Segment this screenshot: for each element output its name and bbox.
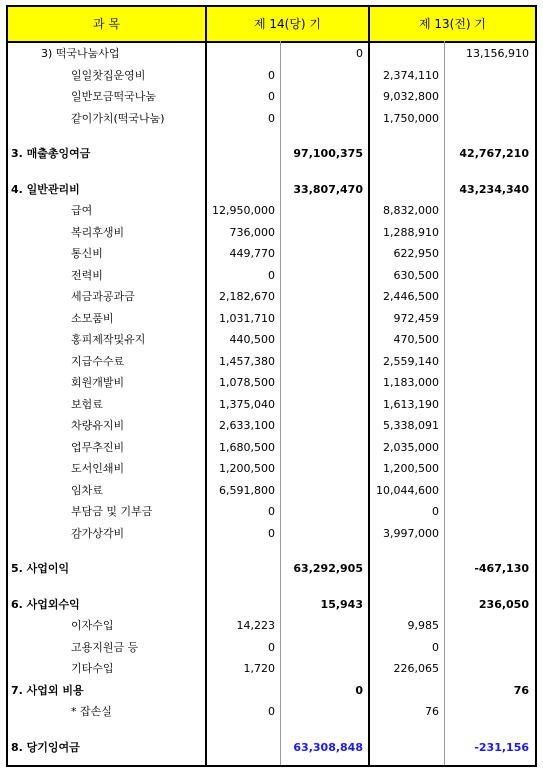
table-row bbox=[8, 143, 535, 164]
table-row bbox=[8, 286, 535, 307]
table-row bbox=[8, 179, 535, 200]
account-name: 급여 bbox=[71, 204, 93, 217]
current-detail-amount: 0 bbox=[268, 640, 275, 654]
current-detail-amount bbox=[207, 179, 275, 200]
financial-statement-table bbox=[6, 5, 537, 767]
current-total-amount bbox=[282, 658, 363, 679]
table-row bbox=[8, 265, 535, 286]
current-detail-amount: 2,182,670 bbox=[219, 290, 275, 303]
current-total-amount: 97,100,375 bbox=[293, 147, 363, 160]
previous-detail-amount: 0 bbox=[432, 640, 439, 654]
table-row bbox=[8, 86, 535, 107]
table-row bbox=[8, 480, 535, 501]
previous-total-amount: -467,130 bbox=[474, 562, 529, 575]
current-total-amount bbox=[282, 394, 363, 415]
current-total-amount bbox=[282, 637, 363, 658]
previous-detail-amount: 1,200,500 bbox=[383, 462, 439, 475]
previous-total-amount bbox=[446, 308, 529, 329]
table-row bbox=[8, 523, 535, 544]
previous-total-amount bbox=[446, 65, 529, 86]
current-detail-amount bbox=[207, 737, 275, 758]
current-total-amount bbox=[282, 458, 363, 479]
table-row bbox=[8, 200, 535, 221]
current-detail-amount bbox=[207, 680, 275, 701]
current-total-amount: 15,943 bbox=[320, 597, 363, 611]
current-total-amount bbox=[282, 243, 363, 264]
current-detail-amount: 0 bbox=[268, 111, 275, 125]
table-row bbox=[8, 615, 535, 636]
account-name: 3) 떡국나눔사업 bbox=[41, 47, 120, 60]
account-name: 6. 사업외수익 bbox=[11, 597, 80, 611]
previous-detail-amount: 1,750,000 bbox=[383, 111, 439, 125]
current-detail-amount: 0 bbox=[268, 526, 275, 540]
current-detail-amount: 6,591,800 bbox=[219, 483, 275, 497]
current-detail-amount: 0 bbox=[268, 505, 275, 518]
previous-total-amount bbox=[446, 222, 529, 243]
current-total-amount: 33,807,470 bbox=[293, 182, 363, 196]
header-current-period: 제 14(당) 기 bbox=[253, 17, 322, 31]
account-name: 고용지원금 등 bbox=[71, 640, 139, 654]
account-name: 복리후생비 bbox=[71, 225, 125, 239]
table-row bbox=[8, 594, 535, 615]
previous-total-amount bbox=[446, 658, 529, 679]
header-subject: 과 목 bbox=[93, 17, 120, 31]
current-detail-amount: 736,000 bbox=[229, 225, 275, 239]
table-row bbox=[8, 108, 535, 129]
current-detail-amount bbox=[207, 558, 275, 579]
current-total-amount: 63,308,848 bbox=[293, 740, 363, 754]
table-row bbox=[8, 737, 535, 758]
account-name: 감가상각비 bbox=[71, 526, 125, 540]
previous-total-amount bbox=[446, 351, 529, 372]
previous-detail-amount: 2,374,110 bbox=[383, 68, 439, 82]
previous-total-amount bbox=[446, 394, 529, 415]
table-row bbox=[8, 680, 535, 701]
table-header bbox=[8, 7, 535, 43]
previous-total-amount bbox=[446, 108, 529, 129]
account-name: 세금과공과금 bbox=[71, 290, 135, 303]
account-name: 일반모금떡국나눔 bbox=[71, 90, 157, 103]
current-detail-amount: 1,720 bbox=[243, 662, 275, 675]
account-name: 이자수입 bbox=[71, 619, 114, 632]
table-row bbox=[8, 437, 535, 458]
previous-detail-amount bbox=[370, 179, 439, 200]
previous-detail-amount: 9,985 bbox=[407, 619, 439, 632]
current-total-amount bbox=[282, 222, 363, 243]
account-name: 일일찻집운영비 bbox=[71, 68, 146, 82]
previous-detail-amount bbox=[370, 143, 439, 164]
current-detail-amount: 1,031,710 bbox=[219, 311, 275, 325]
previous-total-amount bbox=[446, 415, 529, 436]
current-detail-amount: 14,223 bbox=[236, 619, 275, 632]
current-detail-amount bbox=[207, 143, 275, 164]
table-row bbox=[8, 222, 535, 243]
current-total-amount bbox=[282, 108, 363, 129]
previous-total-amount: 13,156,910 bbox=[466, 47, 529, 60]
account-name: 5. 사업이익 bbox=[11, 562, 70, 575]
table-row bbox=[8, 65, 535, 86]
previous-total-amount: 236,050 bbox=[478, 597, 529, 611]
previous-detail-amount: 8,832,000 bbox=[383, 204, 439, 217]
current-detail-amount: 1,078,500 bbox=[219, 376, 275, 389]
previous-total-amount bbox=[446, 265, 529, 286]
account-name: 보험료 bbox=[71, 397, 103, 411]
current-total-amount bbox=[282, 372, 363, 393]
current-detail-amount: 0 bbox=[268, 268, 275, 282]
previous-total-amount bbox=[446, 437, 529, 458]
previous-total-amount bbox=[446, 243, 529, 264]
account-name: 도서인쇄비 bbox=[71, 462, 125, 475]
account-name: 4. 일반관리비 bbox=[11, 182, 80, 196]
current-detail-amount: 0 bbox=[268, 68, 275, 82]
previous-total-amount bbox=[446, 523, 529, 544]
previous-detail-amount: 630,500 bbox=[393, 268, 439, 282]
current-total-amount: 63,292,905 bbox=[293, 562, 363, 575]
previous-detail-amount bbox=[370, 43, 439, 64]
current-detail-amount: 12,950,000 bbox=[212, 204, 275, 217]
current-detail-amount: 0 bbox=[268, 90, 275, 103]
previous-total-amount bbox=[446, 200, 529, 221]
account-name: 차량유지비 bbox=[71, 419, 125, 432]
current-total-amount bbox=[282, 86, 363, 107]
previous-detail-amount bbox=[370, 594, 439, 615]
current-total-amount bbox=[282, 65, 363, 86]
previous-detail-amount: 76 bbox=[425, 705, 439, 718]
current-total-amount: 0 bbox=[355, 683, 363, 697]
previous-total-amount bbox=[446, 501, 529, 522]
current-detail-amount: 1,375,040 bbox=[219, 397, 275, 411]
current-total-amount bbox=[282, 480, 363, 501]
previous-total-amount: 76 bbox=[513, 683, 529, 697]
previous-total-amount bbox=[446, 329, 529, 350]
previous-detail-amount: 1,613,190 bbox=[383, 397, 439, 411]
account-name: 임차료 bbox=[71, 483, 103, 497]
account-name: 같이가치(떡국나눔) bbox=[71, 111, 165, 125]
previous-total-amount bbox=[446, 86, 529, 107]
previous-detail-amount: 470,500 bbox=[393, 333, 439, 346]
current-detail-amount: 1,457,380 bbox=[219, 354, 275, 368]
previous-total-amount: -231,156 bbox=[474, 740, 529, 754]
table-row bbox=[8, 43, 535, 64]
current-total-amount bbox=[282, 265, 363, 286]
account-name: 기타수입 bbox=[71, 662, 114, 675]
current-detail-amount: 449,770 bbox=[229, 247, 275, 260]
account-name: 홍피제작및유지 bbox=[71, 333, 146, 346]
previous-total-amount bbox=[446, 615, 529, 636]
account-name: 회원개발비 bbox=[71, 376, 125, 389]
table-row bbox=[8, 458, 535, 479]
previous-detail-amount bbox=[370, 558, 439, 579]
previous-detail-amount: 1,183,000 bbox=[383, 376, 439, 389]
account-name: 3. 매출총잉여금 bbox=[11, 147, 91, 160]
current-detail-amount: 0 bbox=[268, 705, 275, 718]
previous-detail-amount bbox=[370, 737, 439, 758]
table-row bbox=[8, 308, 535, 329]
current-total-amount bbox=[282, 615, 363, 636]
previous-detail-amount: 226,065 bbox=[393, 662, 439, 675]
account-name: 지급수수료 bbox=[71, 354, 125, 368]
previous-detail-amount: 1,288,910 bbox=[383, 225, 439, 239]
table-row bbox=[8, 415, 535, 436]
previous-detail-amount bbox=[370, 680, 439, 701]
header-previous-period: 제 13(전) 기 bbox=[418, 17, 487, 31]
current-detail-amount bbox=[207, 43, 275, 64]
previous-detail-amount: 3,997,000 bbox=[383, 526, 439, 540]
previous-detail-amount: 0 bbox=[432, 505, 439, 518]
previous-total-amount bbox=[446, 701, 529, 722]
previous-total-amount bbox=[446, 637, 529, 658]
current-total-amount bbox=[282, 308, 363, 329]
current-total-amount bbox=[282, 286, 363, 307]
account-name: * 잡손실 bbox=[71, 705, 112, 718]
table-row bbox=[8, 329, 535, 350]
account-name: 업무추진비 bbox=[71, 440, 125, 454]
previous-detail-amount: 2,446,500 bbox=[383, 290, 439, 303]
previous-detail-amount: 5,338,091 bbox=[383, 419, 439, 432]
previous-total-amount: 42,767,210 bbox=[459, 147, 529, 160]
table-row bbox=[8, 394, 535, 415]
current-total-amount bbox=[282, 415, 363, 436]
previous-detail-amount: 9,032,800 bbox=[383, 90, 439, 103]
previous-detail-amount: 10,044,600 bbox=[376, 483, 439, 497]
current-detail-amount: 440,500 bbox=[229, 333, 275, 346]
table-row bbox=[8, 351, 535, 372]
current-detail-amount: 2,633,100 bbox=[219, 419, 275, 432]
account-name: 전력비 bbox=[71, 268, 103, 282]
account-name: 통신비 bbox=[71, 247, 103, 260]
previous-total-amount bbox=[446, 458, 529, 479]
account-name: 소모품비 bbox=[71, 311, 114, 325]
table-row bbox=[8, 637, 535, 658]
current-detail-amount: 1,680,500 bbox=[219, 440, 275, 454]
account-name: 7. 사업외 비용 bbox=[11, 683, 84, 697]
previous-detail-amount: 972,459 bbox=[393, 311, 439, 325]
current-total-amount bbox=[282, 200, 363, 221]
previous-total-amount bbox=[446, 372, 529, 393]
previous-detail-amount: 2,035,000 bbox=[383, 440, 439, 454]
current-total-amount bbox=[282, 523, 363, 544]
table-row bbox=[8, 501, 535, 522]
account-name: 부담금 및 기부금 bbox=[71, 505, 153, 518]
previous-total-amount: 43,234,340 bbox=[459, 182, 529, 196]
current-detail-amount: 1,200,500 bbox=[219, 462, 275, 475]
table-row bbox=[8, 243, 535, 264]
previous-total-amount bbox=[446, 480, 529, 501]
account-name: 8. 당기잉여금 bbox=[11, 740, 80, 754]
previous-total-amount bbox=[446, 286, 529, 307]
table-row bbox=[8, 558, 535, 579]
previous-detail-amount: 2,559,140 bbox=[383, 354, 439, 368]
current-total-amount bbox=[282, 437, 363, 458]
previous-detail-amount: 622,950 bbox=[393, 247, 439, 260]
current-total-amount bbox=[282, 351, 363, 372]
table-row bbox=[8, 658, 535, 679]
table-row bbox=[8, 372, 535, 393]
current-total-amount bbox=[282, 329, 363, 350]
current-total-amount bbox=[282, 501, 363, 522]
current-detail-amount bbox=[207, 594, 275, 615]
current-total-amount bbox=[282, 701, 363, 722]
current-total-amount: 0 bbox=[356, 47, 363, 60]
table-row bbox=[8, 701, 535, 722]
